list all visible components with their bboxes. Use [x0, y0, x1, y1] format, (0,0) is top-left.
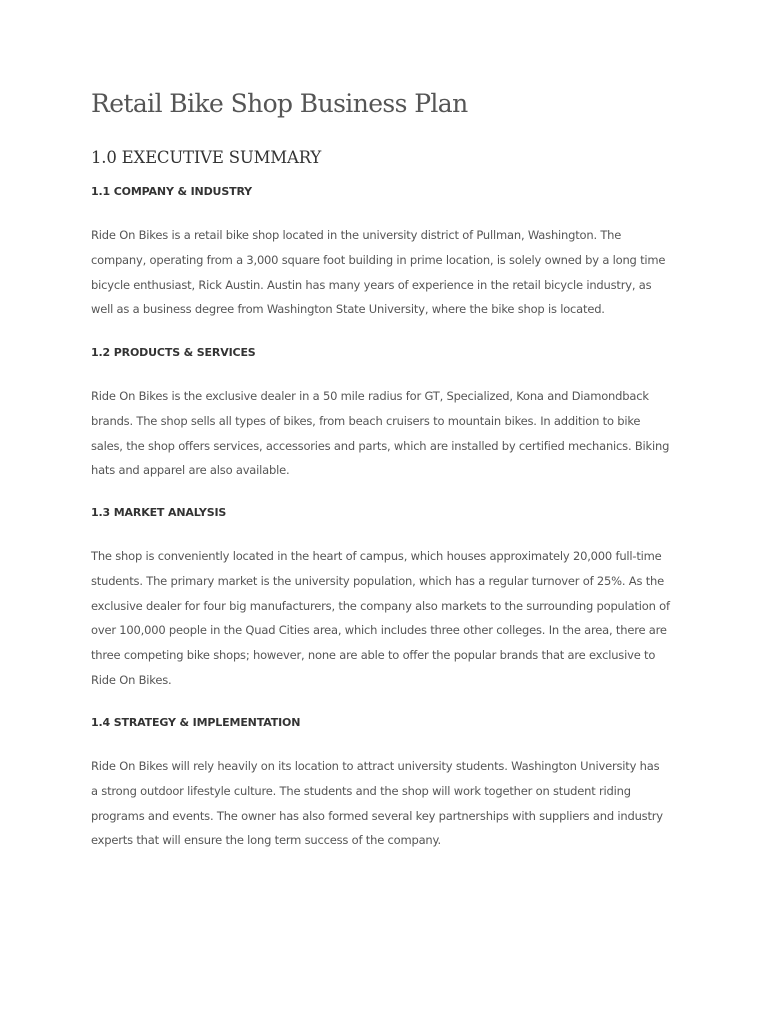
subsection-paragraph: [91, 223, 665, 322]
paragraph-line: Ride On Bikes is the exclusive dealer in a 50 mile radius for GT, Specialized, Kona and Diamondback: [91, 389, 649, 403]
subsection-heading: 1.4 STRATEGY & IMPLEMENTATION: [91, 716, 301, 729]
paragraph-line: a strong outdoor lifestyle culture. The students and the shop will work together on student riding: [91, 783, 631, 798]
paragraph-line: Ride On Bikes.: [91, 672, 172, 687]
section-company-industry: [91, 184, 665, 322]
subsection-paragraph: [91, 544, 670, 693]
paragraph-line: The shop is conveniently located in the heart of campus, which houses approximately 20,000 full-time: [91, 549, 662, 563]
section-strategy-implementation: [91, 715, 663, 853]
subsection-paragraph: [91, 754, 663, 853]
paragraph-line: company, operating from a 3,000 square foot building in prime location, is solely owned by a long time: [91, 252, 666, 267]
subsection-heading: 1.3 MARKET ANALYSIS: [91, 506, 227, 519]
paragraph-line: bicycle enthusiast, Rick Austin. Austin has many years of experience in the retail bicycle industry, as: [91, 277, 652, 292]
subsection-heading: 1.2 PRODUCTS & SERVICES: [91, 346, 256, 359]
paragraph-line: programs and events. The owner has also formed several key partnerships with suppliers and industry: [91, 808, 663, 823]
document-title: Retail Bike Shop Business Plan: [91, 89, 468, 118]
paragraph-line: Ride On Bikes will rely heavily on its location to attract university students. Washington University has: [91, 759, 660, 773]
paragraph-line: sales, the shop offers services, accessories and parts, which are installed by certified mechanics. Biking: [91, 438, 670, 453]
paragraph-line: over 100,000 people in the Quad Cities area, which includes three other colleges. In the area, there are: [91, 623, 667, 638]
paragraph-line: exclusive dealer for four big manufacturers, the company also markets to the surrounding population of: [91, 598, 670, 613]
document-body: [91, 84, 687, 848]
paragraph-line: students. The primary market is the university population, which has a regular turnover of 25%. As the: [91, 573, 664, 588]
section-heading: 1.0 EXECUTIVE SUMMARY: [91, 148, 322, 167]
section-products-services: [91, 345, 669, 483]
paragraph-line: three competing bike shops; however, none are able to offer the popular brands that are exclusive to: [91, 648, 656, 663]
paragraph-line: experts that will ensure the long term success of the company.: [91, 833, 441, 848]
paragraph-line: brands. The shop sells all types of bikes, from beach cruisers to mountain bikes. In addition to bike: [91, 413, 641, 428]
paragraph-line: hats and apparel are also available.: [91, 463, 290, 478]
subsection-paragraph: [91, 384, 669, 483]
paragraph-line: well as a business degree from Washington State University, where the bike shop is located.: [91, 302, 605, 317]
section-market-analysis: [91, 505, 670, 693]
paragraph-line: Ride On Bikes is a retail bike shop located in the university district of Pullman, Washington. The: [91, 228, 622, 242]
subsection-heading: 1.1 COMPANY & INDUSTRY: [91, 185, 252, 198]
